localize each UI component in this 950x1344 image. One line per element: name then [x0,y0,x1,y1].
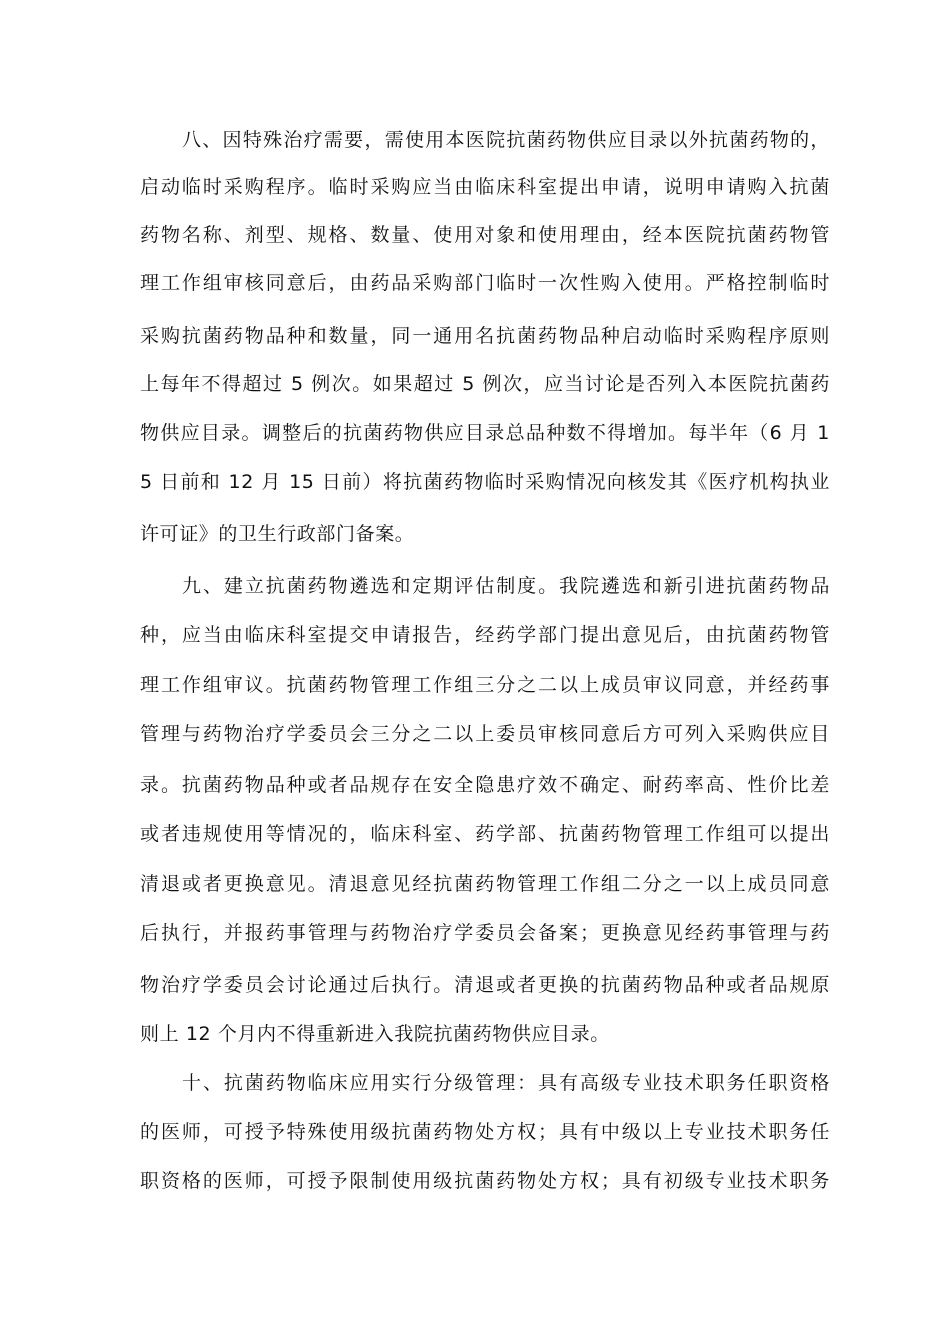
paragraph-9-line-7: 清退或者更换意见。清退意见经抗菌药物管理工作组二分之一以上成员同意 [140,873,830,895]
paragraph-8-line-6: 上每年不得超过 5 例次。如果超过 5 例次，应当讨论是否列入本医院抗菌药 [140,373,830,395]
paragraph-10-line-3: 职资格的医师，可授予限制使用级抗菌药物处方权；具有初级专业技术职务 [140,1170,830,1192]
paragraph-8-line-5: 采购抗菌药物品种和数量，同一通用名抗菌药物品种启动临时采购程序原则 [140,325,830,347]
paragraph-9-line-8: 后执行，并报药事管理与药物治疗学委员会备案；更换意见经药事管理与药 [140,922,830,944]
paragraph-8-line-2: 启动临时采购程序。临时采购应当由临床科室提出申请，说明申请购入抗菌 [140,176,830,198]
paragraph-10-line-1: 十、抗菌药物临床应用实行分级管理：具有高级专业技术职务任职资格 [182,1072,830,1094]
paragraph-10-line-2: 的医师，可授予特殊使用级抗菌药物处方权；具有中级以上专业技术职务任 [140,1121,830,1143]
paragraph-9-line-3: 理工作组审议。抗菌药物管理工作组三分之二以上成员审议同意，并经药事 [140,674,830,696]
paragraph-9-line-4: 管理与药物治疗学委员会三分之二以上委员审核同意后方可列入采购供应目 [140,723,830,745]
paragraph-9-line-2: 种，应当由临床科室提交申请报告，经药学部门提出意见后，由抗菌药物管 [140,624,830,646]
paragraph-8-line-7: 物供应目录。调整后的抗菌药物供应目录总品种数不得增加。每半年（6 月 1 [140,422,830,444]
paragraph-8-line-8: 5 日前和 12 月 15 日前）将抗菌药物临时采购情况向核发其《医疗机构执业 [140,471,830,493]
paragraph-9-line-10: 则上 12 个月内不得重新进入我院抗菌药物供应目录。 [140,1023,610,1045]
paragraph-8-line-1: 八、因特殊治疗需要，需使用本医院抗菌药物供应目录以外抗菌药物的， [182,129,830,151]
paragraph-9-line-9: 物治疗学委员会讨论通过后执行。清退或者更换的抗菌药物品种或者品规原 [140,974,830,996]
paragraph-9-line-6: 或者违规使用等情况的，临床科室、药学部、抗菌药物管理工作组可以提出 [140,823,830,845]
paragraph-9-line-5: 录。抗菌药物品种或者品规存在安全隐患疗效不确定、耐药率高、性价比差 [140,774,830,796]
paragraph-8-line-3: 药物名称、剂型、规格、数量、使用对象和使用理由，经本医院抗菌药物管 [140,224,830,246]
paragraph-9-line-1: 九、建立抗菌药物遴选和定期评估制度。我院遴选和新引进抗菌药物品 [182,575,830,597]
paragraph-8-line-9: 许可证》的卫生行政部门备案。 [140,523,415,545]
paragraph-8-line-4: 理工作组审核同意后，由药品采购部门临时一次性购入使用。严格控制临时 [140,272,830,294]
